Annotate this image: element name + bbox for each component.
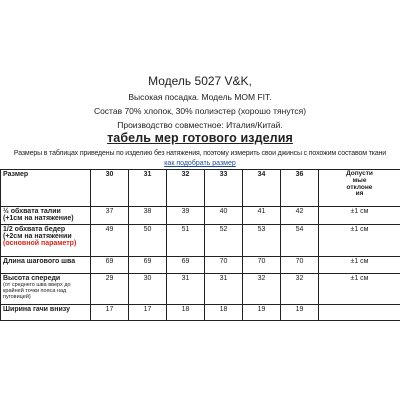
size-34: 34 bbox=[243, 170, 281, 207]
tolerance-header-line: мые bbox=[352, 176, 367, 184]
cell: 69 bbox=[167, 256, 205, 273]
row-label bbox=[1, 224, 91, 256]
tolerance-cell: ±1 см bbox=[319, 256, 400, 273]
row-label-note: (+1см на натяжение) bbox=[3, 215, 74, 223]
cell: 54 bbox=[281, 224, 319, 256]
cell: 18 bbox=[205, 304, 243, 320]
cell: 31 bbox=[167, 273, 205, 304]
cell: 37 bbox=[91, 207, 129, 225]
size-36: 36 bbox=[281, 170, 319, 207]
cell: 69 bbox=[129, 256, 167, 273]
cell: 51 bbox=[167, 224, 205, 256]
production-text: Производство совместное: Италия/Китай. bbox=[117, 120, 283, 130]
size-header: Размер bbox=[1, 170, 91, 207]
cell: 40 bbox=[205, 207, 243, 225]
size-30: 30 bbox=[91, 170, 129, 207]
cell: 17 bbox=[129, 304, 167, 320]
main-parameter-note: (основной параметр) bbox=[3, 240, 77, 248]
row-label: Длина шагового шва bbox=[1, 256, 91, 273]
model-title: Модель 5027 V&K, bbox=[148, 74, 252, 88]
size-31: 31 bbox=[129, 170, 167, 207]
table-heading: табель мер готового изделия bbox=[107, 131, 293, 145]
table-row-leg-opening bbox=[1, 304, 400, 320]
cell: 50 bbox=[129, 224, 167, 256]
fit-description: Высокая посадка. Модель MOM FIT. bbox=[128, 92, 272, 102]
tolerance-header-line: Допусти bbox=[346, 170, 373, 177]
table-header-row bbox=[1, 170, 400, 207]
table-row-front-rise bbox=[1, 273, 400, 304]
tolerance-cell: ±1 см bbox=[319, 207, 400, 225]
cell: 38 bbox=[129, 207, 167, 225]
cell: 70 bbox=[243, 256, 281, 273]
cell: 32 bbox=[243, 273, 281, 304]
cell: 19 bbox=[281, 304, 319, 320]
tolerance-cell bbox=[319, 304, 400, 320]
cell: 53 bbox=[243, 224, 281, 256]
cell: 18 bbox=[167, 304, 205, 320]
tolerance-header-line: отклоне bbox=[346, 183, 373, 191]
cell: 29 bbox=[91, 273, 129, 304]
cell: 70 bbox=[281, 256, 319, 273]
size-guide-link-row bbox=[0, 160, 400, 167]
size-33: 33 bbox=[205, 170, 243, 207]
tolerance-header-line: ия bbox=[355, 190, 364, 198]
cell: 19 bbox=[243, 304, 281, 320]
cell: 30 bbox=[129, 273, 167, 304]
cell: 69 bbox=[91, 256, 129, 273]
cell: 32 bbox=[281, 273, 319, 304]
tolerance-cell: ±1 см bbox=[319, 273, 400, 304]
composition-text: Состав 70% хлопок, 30% полиэстер (хорошо тянутся) bbox=[93, 106, 307, 116]
row-label-main: 1/2 обхвата бедер bbox=[3, 225, 66, 233]
row-label-note: (от среднего шва вверх до крайней точки пояса над пуговицей) bbox=[3, 282, 71, 301]
table-row-hips bbox=[1, 224, 400, 256]
table-row-waist bbox=[1, 207, 400, 225]
row-label bbox=[1, 207, 91, 225]
measurement-note: Размеры в таблицах приведены по изделию без натяжения, поэтому измерить свои джинсы с похожим составом ткани bbox=[13, 150, 387, 157]
cell: 31 bbox=[205, 273, 243, 304]
size-32: 32 bbox=[167, 170, 205, 207]
size-guide-link[interactable]: как подобрать размер bbox=[164, 160, 236, 167]
cell: 39 bbox=[167, 207, 205, 225]
row-label: Ширина гачи внизу bbox=[1, 304, 91, 320]
tolerance-header bbox=[319, 170, 400, 207]
cell: 70 bbox=[205, 256, 243, 273]
cell: 17 bbox=[91, 304, 129, 320]
row-label-note: (+2см на натяжении bbox=[3, 233, 72, 241]
size-table bbox=[0, 169, 400, 321]
row-label bbox=[1, 273, 91, 304]
table-row-inseam bbox=[1, 256, 400, 273]
row-label-main: Высота спереди bbox=[3, 274, 61, 282]
cell: 49 bbox=[91, 224, 129, 256]
cell: 52 bbox=[205, 224, 243, 256]
cell: 41 bbox=[243, 207, 281, 225]
cell: 42 bbox=[281, 207, 319, 225]
tolerance-cell: ±1 см bbox=[319, 224, 400, 256]
row-label-main: ½ обхвата талии bbox=[3, 208, 61, 215]
